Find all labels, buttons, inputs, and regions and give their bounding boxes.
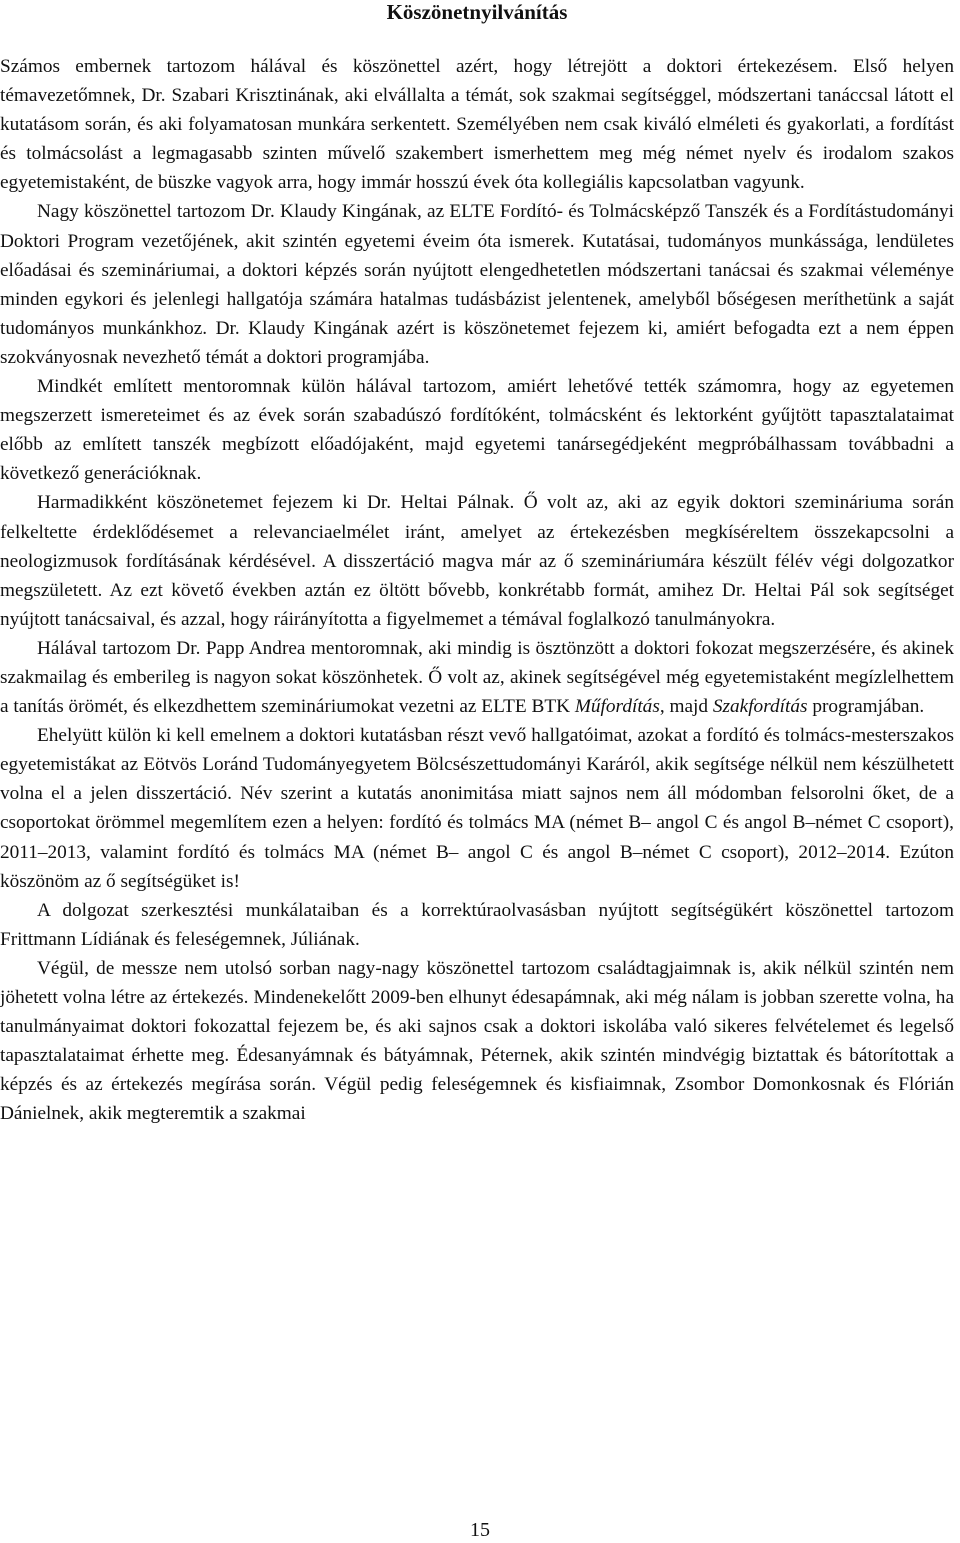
paragraph-text: Végül, de messze nem utolsó sorban nagy-nagy köszönettel tartozom családtagjaimnak is, akik nélkül szintén nem jöhetett volna létre az értekezés. Mindenekelőtt 2009-ben elhunyt édesapámnak, aki még nálam is jobban szerette volna, ha tanulmányaimat doktori fokozattal fejezem be, és aki sajnos csak a doktori iskolába való sikeres felvételemet és legelső tapasztalataimat érhette meg. Édesanyámnak és bátyámnak, Péternek, akik szintén mindvégig biztattak és bátorítottak a képzés és az értekezés megírása során. Végül pedig feleségemnek és kisfiaimnak, Zsombor Domonkosnak és Flórián Dánielnek, akik megteremtik a szakmai: [0, 957, 954, 1125]
paragraph-text: Nagy köszönettel tartozom Dr. Klaudy Kingának, az ELTE Fordító- és Tolmácsképző Tanszék és a Fordítástudományi Doktori Program vezetőjének, akit szintén egyetemi éveim óta ismerek. Kutatásai, tudományos munkássága, lendületes előadásai és szemináriumai, a doktori képzés során nyújtott elengedhetetlen módszertani tanácsai és szakmai véleménye minden egykori és jelenlegi hallgatója számára hatalmas tudásbázist jelentenek, amelyből bőségesen meríthetünk a saját tudományos munkánkhoz. Dr. Klaudy Kingának azért is köszönetemet fejezem ki, amiért befogadta ezt a nem éppen szokványosnak nevezhető témát a doktori programjába.: [0, 201, 954, 368]
paragraph-text: A dolgozat szerkesztési munkálataiban és a korrektúraolvasásban nyújtott segítségükért köszönettel tartozom Frittmann Lídiának és feleségemnek, Júliának.: [0, 899, 954, 950]
paragraph-8: [0, 954, 954, 1129]
paragraph-text: Hálával tartozom Dr. Papp Andrea mentoromnak, aki mindig is ösztönzött a doktori fokozat megszerzésére, és akinek szakmailag és emberileg is nagyon sokat köszönhetek. Ő volt az, akinek segítségével még egyetemistaként megízlelhettem a tanítás örömét, és elkezdhettem szemináriumokat vezetni az ELTE BTK: [0, 637, 954, 718]
paragraph-text: Harmadikként köszönetemet fejezem ki Dr. Heltai Pálnak. Ő volt az, aki az egyik doktori szemináriuma során felkeltette érdeklődésemet a relevanciaelmélet iránt, amelyet az értekezésben megkíséreltem összekapcsolni a neologizmusok fordításának kérdésével. A disszertáció magva már az ő szemináriumára készült félév végi dolgozatkor megszületett. Az ezt követő években aztán ez öltött bővebb, konkrétabb formát, amihez Dr. Heltai Pál sok segítséget nyújtott tanácsaival, és azzal, hogy ráirányította a figyelmemet a témával foglalkozó tanulmányokra.: [0, 492, 954, 630]
paragraph-3: [0, 372, 954, 488]
page-title: Köszönetnyilvánítás: [386, 0, 568, 24]
paragraph-4: [0, 488, 954, 633]
paragraph-1: [0, 52, 954, 197]
paragraph-2: [0, 197, 954, 372]
paragraph-6: [0, 721, 954, 896]
page-number: 15: [470, 1519, 490, 1541]
program-name-italic: Szakfordítás: [712, 696, 808, 718]
body-text: [0, 52, 954, 1128]
paragraph-text: Mindkét említett mentoromnak külön hálával tartozom, amiért lehetővé tették számomra, hogy az egyetemen megszerzett ismereteimet és az évek során szabadúszó fordítóként, tolmácsként és lektorként gyűjtött tapasztalataimat előbb az említett tanszék megbízott előadójaként, majd egyetemi tanársegédjeként megpróbálhassam továbbadni a következő generációknak.: [0, 376, 954, 485]
program-name-italic: Műfordítás: [574, 696, 660, 718]
paragraph-text: programjában.: [807, 696, 925, 718]
paragraph-5: [0, 634, 954, 721]
paragraph-text: Ehelyütt külön ki kell emelnem a doktori kutatásban részt vevő hallgatóimat, azokat a fordító és tolmács-mesterszakos egyetemistákat az Eötvös Loránd Tudományegyetem Bölcsészettudományi Karáról, akik segítsége nélkül nem készülhetett volna el a jelen disszertáció. Név szerint a kutatás anonimitása miatt sajnos nem áll módomban felsorolni őket, de a csoportokat örömmel megemlítem ezen a helyen: fordító és tolmács MA (német B– angol C és angol B–német C csoport), 2011–2013, valamint fordító és tolmács MA (német B– angol C és angol B–német C csoport), 2012–2014. Ezúton köszönöm az ő segítségüket is!: [0, 725, 954, 892]
paragraph-text: , majd: [659, 696, 713, 718]
paragraph-7: [0, 896, 954, 954]
paragraph-text: Számos embernek tartozom hálával és köszönettel azért, hogy létrejött a doktori értekezésem. Első helyen témavezetőmnek, Dr. Szabari Krisztinának, aki elvállalta a témát, sok szakmai segítséggel, módszertani tanáccsal látott el kutatásom során, és aki folyamatosan munkára serkentett. Személyében nem csak kiváló elméleti és gyakorlati, a fordítást és tolmácsolást a legmagasabb szinten művelő szakembert ismerhettem meg még német nyelv és irodalom szakos egyetemistaként, de büszke vagyok arra, hogy immár hosszú évek óta kollegiális kapcsolatban vagyunk.: [0, 56, 954, 194]
